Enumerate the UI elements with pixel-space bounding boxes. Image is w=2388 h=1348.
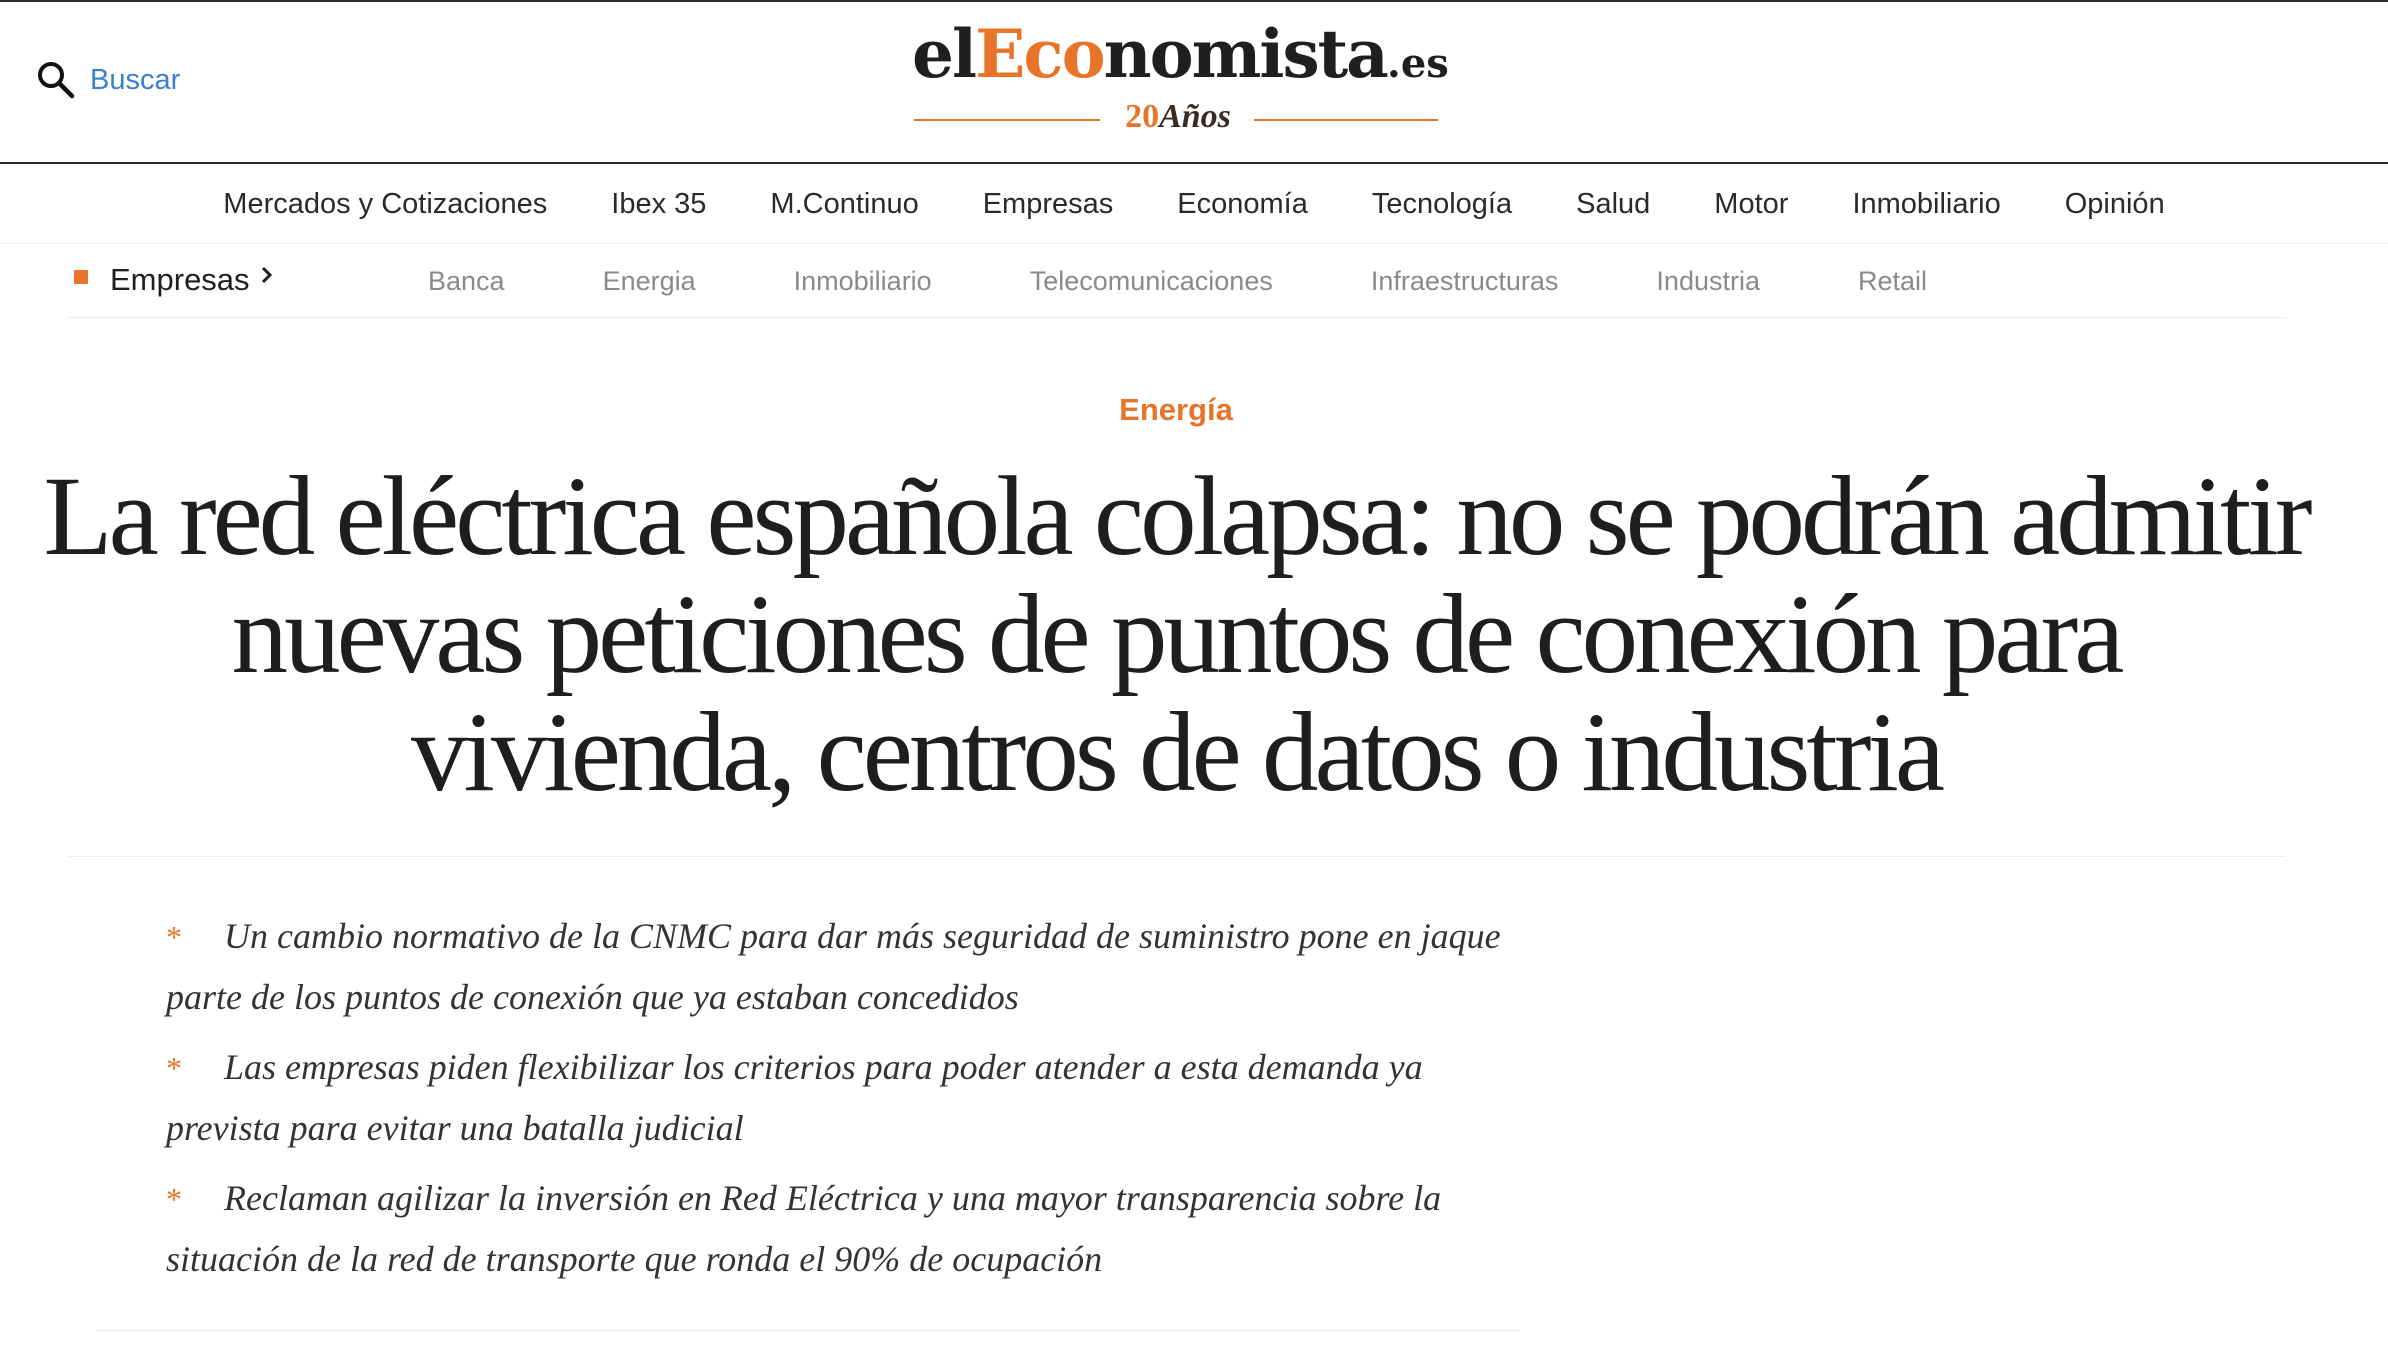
subnav-item-banca[interactable]: Banca [428,265,505,296]
asterisk-bullet-icon: * [166,1181,182,1217]
logo-part-el: el [912,15,976,93]
logo-wordmark [912,15,1449,102]
section-link-empresas[interactable] [74,262,274,298]
section-label[interactable]: Empresas [110,262,250,297]
square-marker-icon [74,270,88,284]
site-logo[interactable] [912,15,1449,136]
subnav-item-infraestructuras[interactable]: Infraestructuras [1370,265,1559,296]
chevron-right-icon[interactable] [260,265,274,290]
main-nav-item-inmobiliario[interactable]: Inmobiliario [1852,187,2001,220]
article-headline: La red eléctrica española colapsa: no se podrán admitir nuevas peticiones de puntos de conexión para vivienda, centros de datos o industria [43,454,2309,815]
subnav-item-industria[interactable]: Industria [1656,265,1760,296]
divider [68,856,2286,857]
main-nav-item-salud[interactable]: Salud [1576,187,1651,220]
subnav-item-retail[interactable]: Retail [1857,265,1928,296]
logo-anniversary [912,100,1440,134]
main-nav-item-ibex35[interactable]: Ibex 35 [611,187,707,220]
summary-item [166,1168,1526,1289]
site-header [0,0,2388,164]
search-label[interactable]: Buscar [90,63,181,96]
summary-item [166,1037,1526,1158]
summary-item-text: Un cambio normativo de la CNMC para dar más seguridad de suministro pone en jaque parte de los puntos de conexión que ya estaban concedidos [166,916,1501,1017]
main-nav-item-economia[interactable]: Economía [1177,187,1308,220]
main-nav-item-empresas[interactable]: Empresas [982,187,1114,220]
main-nav-item-mcontinuo[interactable]: M.Continuo [770,187,919,220]
main-nav [0,164,2388,244]
subnav-item-telecomunicaciones[interactable]: Telecomunicaciones [1029,265,1273,296]
logo-divider-right [1254,119,1438,121]
logo-years-number: 20 [1125,98,1160,135]
divider [96,1330,1520,1331]
logo-years-text [1108,100,1248,134]
summary-item-text: Reclaman agilizar la inversión en Red Eléctrica y una mayor transparencia sobre la situación de la red de transporte que ronda el 90% de ocupación [166,1178,1442,1279]
logo-part-tld: .es [1386,40,1449,87]
summary-item [166,906,1526,1027]
section-subnav [68,244,2286,318]
search-icon[interactable] [36,60,76,100]
logo-years-word: Años [1159,98,1231,135]
logo-part-eco: Eco [975,15,1104,93]
main-nav-item-opinion[interactable]: Opinión [2064,187,2165,220]
article-kicker[interactable]: Energía [1119,392,1233,427]
main-nav-item-motor[interactable]: Motor [1714,187,1789,220]
asterisk-bullet-icon: * [166,1050,182,1086]
subnav-item-energia[interactable]: Energia [602,265,696,296]
main-nav-item-tecnologia[interactable]: Tecnología [1371,187,1513,220]
article-summary [166,906,1526,1299]
search-button[interactable] [36,60,180,100]
asterisk-bullet-icon: * [166,919,182,955]
logo-divider-left [914,119,1100,121]
main-nav-item-mercados[interactable]: Mercados y Cotizaciones [223,187,548,220]
logo-part-nomista: nomista [1103,15,1387,93]
summary-item-text: Las empresas piden flexibilizar los criterios para poder atender a esta demanda ya prevista para evitar una batalla judicial [166,1047,1423,1148]
subnav-item-inmobiliario[interactable]: Inmobiliario [793,265,932,296]
